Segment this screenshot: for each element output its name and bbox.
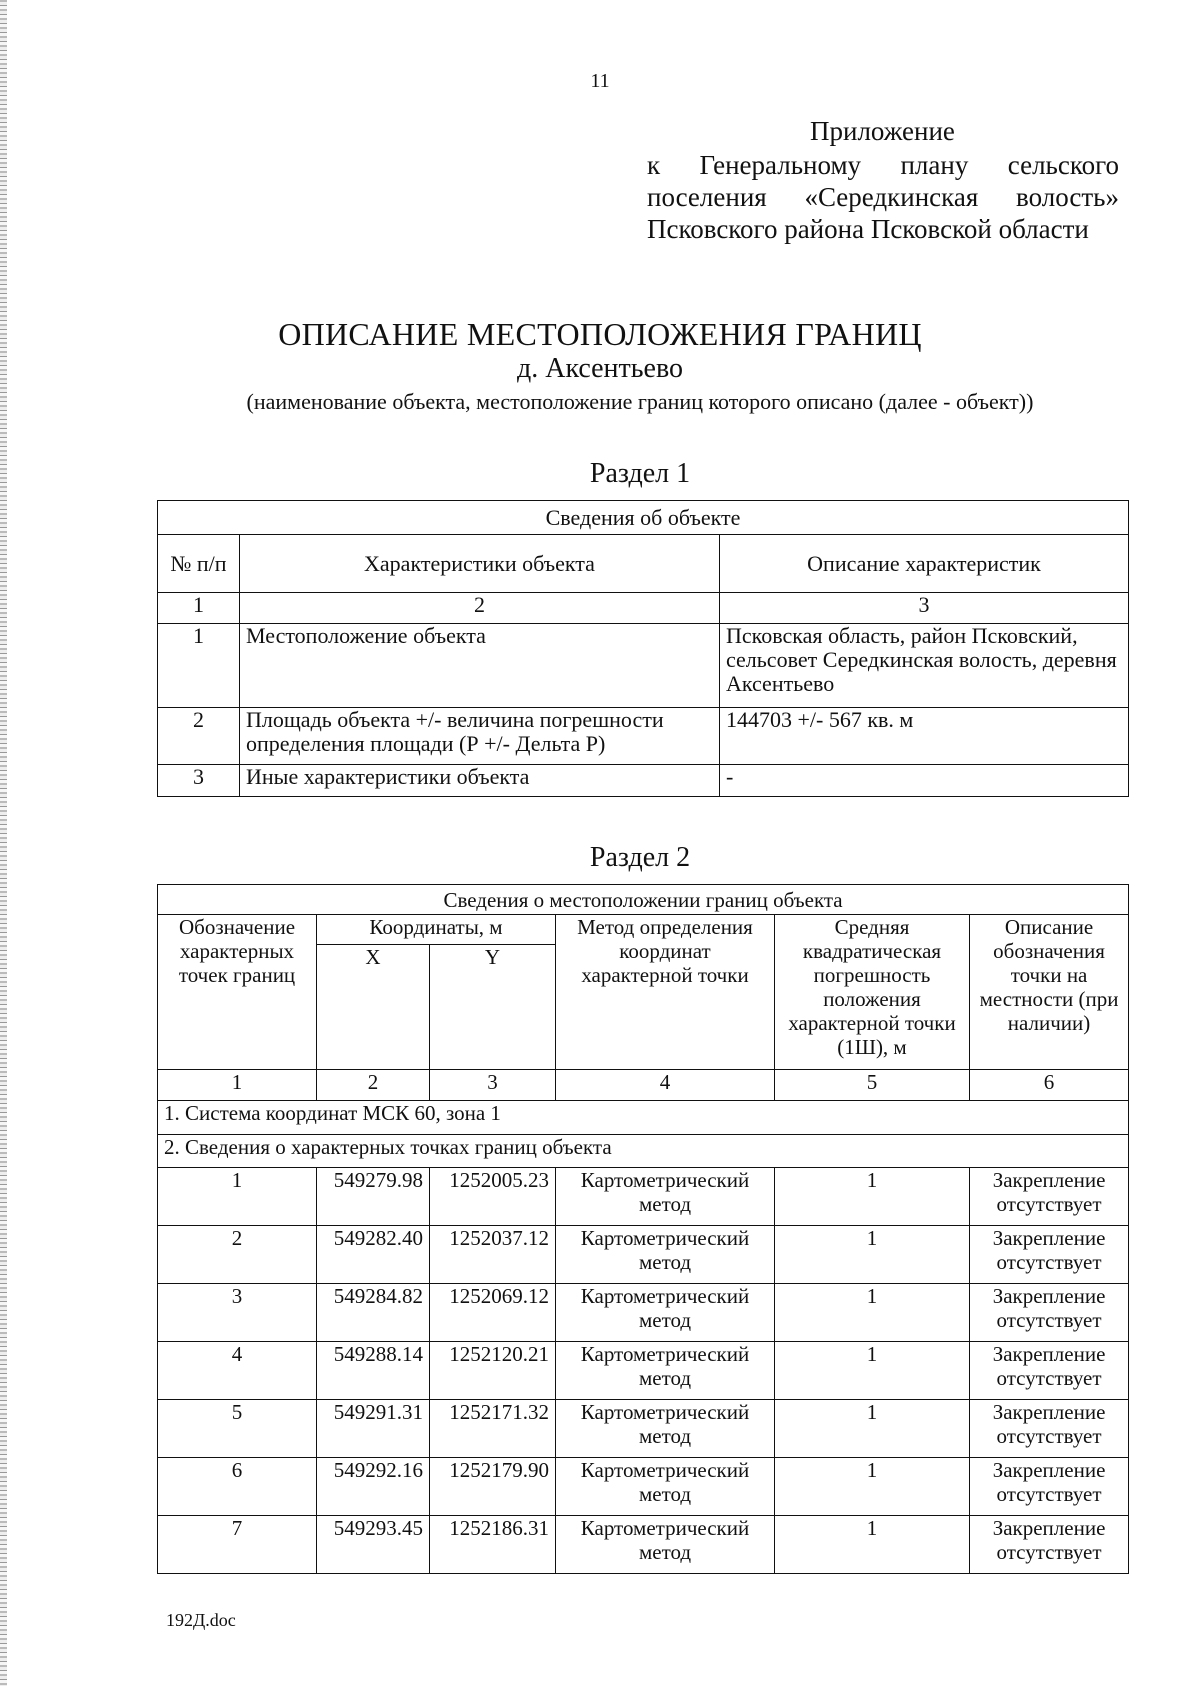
table-row — [158, 765, 1129, 797]
object-name: д. Аксентьево — [516, 353, 684, 384]
point-number: 2 — [158, 1226, 317, 1284]
section2-heading: Раздел 2 — [589, 842, 691, 873]
table-row — [158, 1516, 1129, 1574]
point-method: Картометрический метод — [556, 1342, 775, 1400]
header-points: Обозначение характерных точек границ — [158, 915, 317, 1070]
header-desc: Описание обозначения точки на местности (при наличии) — [970, 915, 1129, 1070]
point-x: 549279.98 — [317, 1168, 430, 1226]
point-method: Картометрический метод — [556, 1226, 775, 1284]
point-error: 1 — [775, 1400, 970, 1458]
header-number: № п/п — [158, 535, 240, 593]
header-error: Средняя квадратическая погрешность положения характерной точки (1Ш), м — [775, 915, 970, 1070]
row-name: Площадь объекта +/- величина погрешности определения площади (Р +/- Дельта Р) — [240, 708, 720, 765]
column-number: 3 — [430, 1070, 556, 1101]
column-number: 1 — [158, 1070, 317, 1101]
object-info-table — [157, 500, 1129, 797]
row-name: Местоположение объекта — [240, 624, 720, 708]
column-number: 2 — [317, 1070, 430, 1101]
point-error: 1 — [775, 1168, 970, 1226]
table-title: Сведения о местоположении границ объекта — [158, 885, 1129, 915]
point-x: 549293.45 — [317, 1516, 430, 1574]
column-number: 1 — [158, 593, 240, 624]
boundary-points-table — [157, 884, 1129, 1574]
point-desc: Закрепление отсутствует — [970, 1458, 1129, 1516]
document-title: ОПИСАНИЕ МЕСТОПОЛОЖЕНИЯ ГРАНИЦ — [278, 316, 922, 352]
table-row — [158, 1168, 1129, 1226]
row-number: 3 — [158, 765, 240, 797]
row-value: 144703 +/- 567 кв. м — [720, 708, 1129, 765]
column-number: 2 — [240, 593, 720, 624]
column-number: 4 — [556, 1070, 775, 1101]
table-row — [158, 1458, 1129, 1516]
annex-title: Приложение — [810, 116, 955, 146]
column-number: 6 — [970, 1070, 1129, 1101]
table-row — [158, 1226, 1129, 1284]
point-y: 1252179.90 — [430, 1458, 556, 1516]
point-method: Картометрический метод — [556, 1516, 775, 1574]
table-row — [158, 708, 1129, 765]
table-row — [158, 1400, 1129, 1458]
table-row — [158, 1342, 1129, 1400]
column-number: 5 — [775, 1070, 970, 1101]
point-number: 5 — [158, 1400, 317, 1458]
point-error: 1 — [775, 1458, 970, 1516]
point-x: 549288.14 — [317, 1342, 430, 1400]
point-x: 549291.31 — [317, 1400, 430, 1458]
point-error: 1 — [775, 1226, 970, 1284]
row-value: Псковская область, район Псковский, сельсовет Середкинская волость, деревня Аксентьево — [720, 624, 1129, 708]
annex-line: поселения «Середкинская волость» — [647, 182, 1119, 212]
header-description: Описание характеристик — [720, 535, 1129, 593]
point-y: 1252120.21 — [430, 1342, 556, 1400]
annex-line: Псковского района Псковской области — [647, 214, 1089, 244]
point-desc: Закрепление отсутствует — [970, 1284, 1129, 1342]
point-number: 6 — [158, 1458, 317, 1516]
annex-body — [647, 149, 1119, 245]
row-name: Иные характеристики объекта — [240, 765, 720, 797]
points-title: 2. Сведения о характерных точках границ объекта — [158, 1135, 1129, 1168]
table-row — [158, 624, 1129, 708]
point-y: 1252186.31 — [430, 1516, 556, 1574]
point-error: 1 — [775, 1284, 970, 1342]
point-number: 3 — [158, 1284, 317, 1342]
row-number: 2 — [158, 708, 240, 765]
point-number: 1 — [158, 1168, 317, 1226]
point-y: 1252037.12 — [430, 1226, 556, 1284]
row-value: - — [720, 765, 1129, 797]
point-y: 1252005.23 — [430, 1168, 556, 1226]
row-number: 1 — [158, 624, 240, 708]
point-desc: Закрепление отсутствует — [970, 1400, 1129, 1458]
point-desc: Закрепление отсутствует — [970, 1168, 1129, 1226]
section1-heading: Раздел 1 — [589, 458, 691, 489]
point-method: Картометрический метод — [556, 1168, 775, 1226]
point-method: Картометрический метод — [556, 1400, 775, 1458]
annex-line: к Генеральному плану сельского — [647, 150, 1119, 180]
header-x: X — [317, 945, 430, 1070]
point-y: 1252069.12 — [430, 1284, 556, 1342]
point-error: 1 — [775, 1516, 970, 1574]
point-y: 1252171.32 — [430, 1400, 556, 1458]
point-number: 4 — [158, 1342, 317, 1400]
header-y: Y — [430, 945, 556, 1070]
point-desc: Закрепление отсутствует — [970, 1226, 1129, 1284]
point-desc: Закрепление отсутствует — [970, 1516, 1129, 1574]
table-row — [158, 1284, 1129, 1342]
point-method: Картометрический метод — [556, 1458, 775, 1516]
column-number: 3 — [720, 593, 1129, 624]
object-caption: (наименование объекта, местоположение границ которого описано (далее - объект)) — [246, 389, 1034, 414]
header-characteristic: Характеристики объекта — [240, 535, 720, 593]
point-method: Картометрический метод — [556, 1284, 775, 1342]
point-x: 549292.16 — [317, 1458, 430, 1516]
point-number: 7 — [158, 1516, 317, 1574]
point-x: 549282.40 — [317, 1226, 430, 1284]
point-x: 549284.82 — [317, 1284, 430, 1342]
file-name: 192Д.doc — [166, 1610, 236, 1630]
table-title: Сведения об объекте — [158, 501, 1129, 535]
coordinate-system: 1. Система координат МСК 60, зона 1 — [158, 1101, 1129, 1135]
point-error: 1 — [775, 1342, 970, 1400]
header-coords: Координаты, м — [317, 915, 556, 945]
header-method: Метод определения координат характерной точки — [556, 915, 775, 1070]
point-desc: Закрепление отсутствует — [970, 1342, 1129, 1400]
page-number: 11 — [590, 70, 610, 92]
